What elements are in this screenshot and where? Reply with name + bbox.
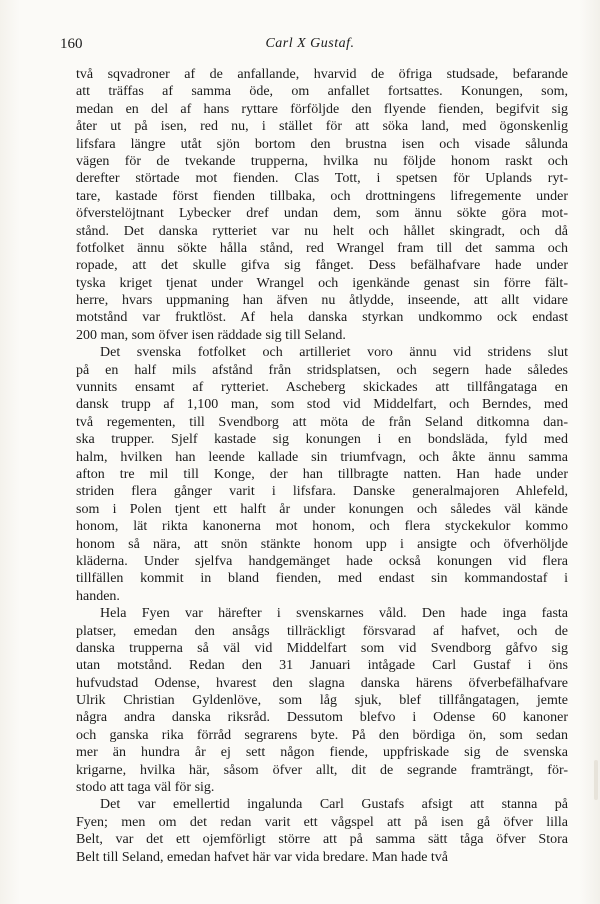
text-line: Belt till Seland, emedan hafvet här var vida bredare. Man hade två <box>76 849 449 865</box>
text-line: stodo att taga väl för sig. <box>76 780 215 796</box>
text-line: utan motstånd. Redan den 31 Januari intågade Carl Gustaf i öns <box>76 658 568 674</box>
page-edge-mark <box>594 760 598 800</box>
text-line: dansk trupp af 1,100 man, som stod vid Middelfart, och Berndes, med <box>76 397 568 413</box>
text-line: medan en del af hans ryttare förföljde den flyende fienden, begifvit sig <box>76 101 568 117</box>
text-line: 200 man, som öfver isen räddade sig till Seland. <box>76 327 346 343</box>
text-line: striden flera gånger varit i lifsfara. Danske generalmajoren Ahlefeld, <box>76 484 568 500</box>
text-line: på en half mils afstånd från stridsplatsen, och segern hade således <box>76 362 568 378</box>
text-line: krigarne, hvilka här, såsom öfver allt, dit de segrande framträngt, för- <box>76 762 568 778</box>
text-line: afton tre mil till Konge, der han tillbragte natten. Han hade under <box>76 466 568 482</box>
text-line: Det var emellertid ingalunda Carl Gustafs afsigt att stanna på <box>100 797 568 813</box>
text-line: två regementen, till Svendborg att möta de från Seland ditkomna dan- <box>76 414 568 430</box>
text-line: derefter störtade mot fienden. Clas Tott, i spetsen för Uplands ryt- <box>76 171 568 187</box>
text-line: halm, hvilken han leende kallade sin triumfvagn, och åkte ännu samma <box>76 449 568 465</box>
text-line: kläderna. Under sjelfva handgemänget hade också konungen vid flera <box>76 553 568 569</box>
text-line: herre, hvars uppmaning han äfven nu åtlydde, inseende, att allt vidare <box>76 293 568 309</box>
text-line: honom så nära, att snön stänkte honom upp i ansigte och öfverhöljde <box>76 536 568 552</box>
text-line: fotfolket ännu sökte hålla stånd, red Wrangel fram till det samma och <box>76 240 568 256</box>
text-line: handen. <box>76 588 120 604</box>
text-line: lifsfara längre utåt sjön bortom den brustna isen och visade sålunda <box>76 136 568 152</box>
text-line: Fyen; men om det redan varit ett vågspel att på isen gå öfver lilla <box>76 814 568 830</box>
text-line: några andra danska riksråd. Dessutom blefvo i Odense 60 kanoner <box>76 710 568 726</box>
paragraph-1 <box>76 66 568 344</box>
text-line: ska trupper. Sjelf kastade sig konungen i en bondsläda, fyld med <box>76 432 568 448</box>
paragraph-2 <box>76 344 568 605</box>
text-line: motstånd var fruktlöst. Af hela danska styrkan undkommo ock endast <box>76 310 568 326</box>
page-header <box>60 36 560 56</box>
text-line: platser, emedan den ansågs tillräckligt försvarad af hafvet, och de <box>76 623 568 639</box>
text-line: vunnits ensamt af rytteriet. Ascheberg skickades att tillfångataga en <box>76 380 568 396</box>
text-line: och ganska rika förråd segrarens byte. På den bördiga ön, som sedan <box>76 727 568 743</box>
text-line: Ulrik Christian Gyldenlöve, som låg sjuk, blef tillfångatagen, jemte <box>76 693 568 709</box>
body-text <box>76 66 568 866</box>
text-line: som i Polen tjent ett halft år under konungen och således väl kände <box>76 501 568 517</box>
text-line: ropade, att det skulle gifva sig fånget. Dess befälhafvare hade under <box>76 258 568 274</box>
text-line: honom, lät rikta kanonerna mot honom, och flera styckekulor kommo <box>76 519 568 535</box>
text-line: tillfällen kommit in bland fienden, med endast sin kommandostaf i <box>76 571 568 587</box>
text-line: öfverstelöjtnant Lybecker dref undan dem, som ännu sökte göra mot- <box>76 206 568 222</box>
text-line: två sqvadroner af de anfallande, hvarvid de öfriga studsade, befarande <box>76 67 568 82</box>
text-line: tare, kastade först fienden tillbaka, och drottningens lifregemente under <box>76 188 568 204</box>
paragraph-3 <box>76 605 568 796</box>
text-line: danska trupperna så väl vid Middelfart som vid Svendborg gåfvo sig <box>76 640 568 656</box>
text-line: åter ut på isen, red nu, i stället för att söka land, med ögonskenlig <box>76 119 568 135</box>
text-line: Hela Fyen var härefter i svenskarnes våld. Den hade inga fasta <box>100 606 568 622</box>
text-line: vägen för de tvekande trupperna, hvilka nu följde honom raskt och <box>76 153 568 169</box>
page-number: 160 <box>60 36 83 52</box>
text-line: stånd. Det danska rytteriet var nu helt och hållet skingradt, och då <box>76 223 568 239</box>
paragraph-4 <box>76 796 568 866</box>
text-line: att träffas af samma öde, om anfallet fortsattes. Konungen, som, <box>76 84 568 100</box>
text-line: hufvudstad Odense, hvarest den slagna danska härens öfverbefälhafvare <box>76 675 568 691</box>
running-head: Carl X Gustaf. <box>265 36 355 51</box>
text-line: mer än hundra år ej sett någon fiende, uppfriskade sig de svenska <box>76 745 568 761</box>
text-line: Belt, var det ett ojemförligt större att på samma sätt tåga öfver Stora <box>76 832 568 848</box>
text-line: Det svenska fotfolket och artilleriet voro ännu vid stridens slut <box>100 345 568 361</box>
text-line: tyska kriget tjenat under Wrangel och igenkände genast sin förre fält- <box>76 275 568 291</box>
